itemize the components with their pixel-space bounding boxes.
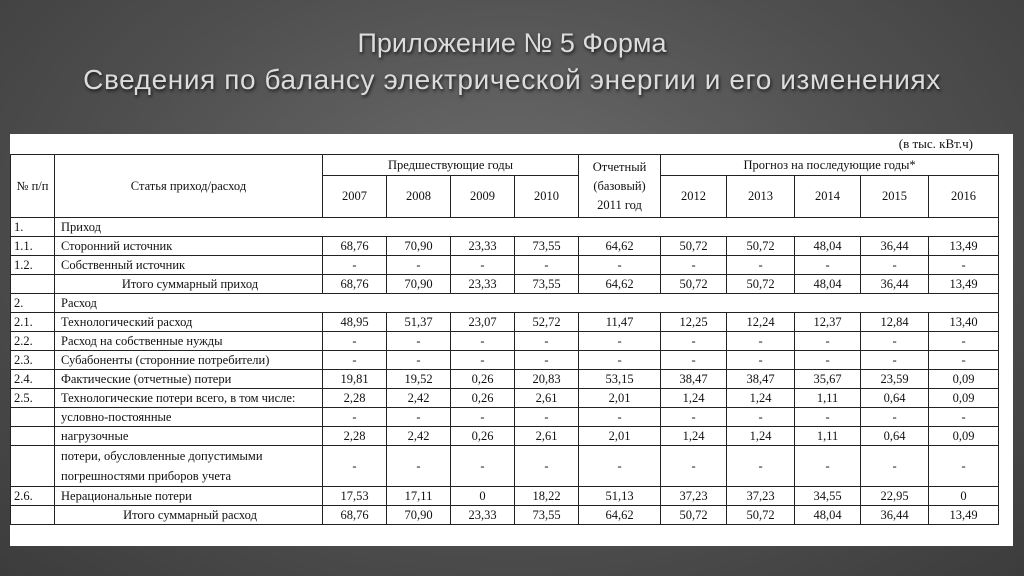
value-cell: 12,37 bbox=[795, 313, 861, 332]
row-number: 2.3. bbox=[11, 351, 55, 370]
value-cell: 1,24 bbox=[661, 427, 727, 446]
value-cell: 73,55 bbox=[515, 237, 579, 256]
row-label: условно-постоянные bbox=[55, 408, 323, 427]
unit-note: (в тыс. кВт.ч) bbox=[898, 136, 973, 151]
value-cell: 0,26 bbox=[451, 370, 515, 389]
value-cell: - bbox=[579, 446, 661, 487]
value-cell: 1,11 bbox=[795, 389, 861, 408]
table-row bbox=[11, 370, 999, 389]
value-cell: 48,04 bbox=[795, 506, 861, 525]
value-cell: 37,23 bbox=[661, 487, 727, 506]
row-number: 2. bbox=[11, 294, 55, 313]
value-cell: - bbox=[795, 446, 861, 487]
value-cell: 11,47 bbox=[579, 313, 661, 332]
row-label: Фактические (отчетные) потери bbox=[55, 370, 323, 389]
value-cell: 48,04 bbox=[795, 237, 861, 256]
value-cell: 17,53 bbox=[323, 487, 387, 506]
header-num: № п/п bbox=[11, 155, 55, 218]
value-cell: 38,47 bbox=[661, 370, 727, 389]
header-year: 2009 bbox=[451, 176, 515, 218]
table-row bbox=[11, 446, 999, 487]
value-cell: 12,25 bbox=[661, 313, 727, 332]
table-row bbox=[11, 487, 999, 506]
table-row bbox=[11, 256, 999, 275]
table-row bbox=[11, 313, 999, 332]
value-cell: 19,81 bbox=[323, 370, 387, 389]
row-label: Собственный источник bbox=[55, 256, 323, 275]
value-cell: 23,07 bbox=[451, 313, 515, 332]
row-label: Технологический расход bbox=[55, 313, 323, 332]
value-cell: 68,76 bbox=[323, 275, 387, 294]
value-cell: 0,09 bbox=[929, 427, 999, 446]
row-number: 2.1. bbox=[11, 313, 55, 332]
value-cell: - bbox=[929, 408, 999, 427]
value-cell: - bbox=[929, 332, 999, 351]
value-cell: - bbox=[451, 351, 515, 370]
value-cell: - bbox=[929, 351, 999, 370]
value-cell: 0,64 bbox=[861, 427, 929, 446]
value-cell: 64,62 bbox=[579, 506, 661, 525]
value-cell: - bbox=[861, 408, 929, 427]
table-row bbox=[11, 389, 999, 408]
value-cell: 2,01 bbox=[579, 427, 661, 446]
header-year: 2007 bbox=[323, 176, 387, 218]
value-cell: 0,26 bbox=[451, 427, 515, 446]
value-cell: 13,49 bbox=[929, 275, 999, 294]
header-forecast: Прогноз на последующие годы* bbox=[661, 155, 999, 176]
value-cell: - bbox=[661, 256, 727, 275]
header-year: 2014 bbox=[795, 176, 861, 218]
value-cell: 68,76 bbox=[323, 237, 387, 256]
value-cell: - bbox=[323, 408, 387, 427]
row-label: Расход на собственные нужды bbox=[55, 332, 323, 351]
table-row bbox=[11, 237, 999, 256]
value-cell: 2,28 bbox=[323, 427, 387, 446]
value-cell: 23,59 bbox=[861, 370, 929, 389]
header-year: 2013 bbox=[727, 176, 795, 218]
value-cell: 70,90 bbox=[387, 237, 451, 256]
value-cell: 18,22 bbox=[515, 487, 579, 506]
table-row bbox=[11, 332, 999, 351]
value-cell: 1,24 bbox=[727, 427, 795, 446]
value-cell: - bbox=[387, 332, 451, 351]
value-cell: - bbox=[861, 332, 929, 351]
value-cell: 50,72 bbox=[727, 506, 795, 525]
value-cell: 0,26 bbox=[451, 389, 515, 408]
value-cell: 36,44 bbox=[861, 275, 929, 294]
header-prev-years: Предшествующие годы bbox=[323, 155, 579, 176]
value-cell: - bbox=[515, 446, 579, 487]
value-cell: - bbox=[727, 408, 795, 427]
header-year: 2012 bbox=[661, 176, 727, 218]
value-cell: 23,33 bbox=[451, 237, 515, 256]
value-cell: 48,04 bbox=[795, 275, 861, 294]
value-cell: - bbox=[387, 446, 451, 487]
value-cell: - bbox=[861, 446, 929, 487]
value-cell: 2,01 bbox=[579, 389, 661, 408]
table-row bbox=[11, 408, 999, 427]
section-label: Расход bbox=[55, 294, 999, 313]
value-cell: - bbox=[661, 408, 727, 427]
value-cell: 64,62 bbox=[579, 237, 661, 256]
row-label: нагрузочные bbox=[55, 427, 323, 446]
table-row bbox=[11, 427, 999, 446]
value-cell: 1,24 bbox=[661, 389, 727, 408]
row-number bbox=[11, 427, 55, 446]
header-year: 2010 bbox=[515, 176, 579, 218]
value-cell: - bbox=[451, 256, 515, 275]
value-cell: 12,24 bbox=[727, 313, 795, 332]
value-cell: 36,44 bbox=[861, 237, 929, 256]
value-cell: 68,76 bbox=[323, 506, 387, 525]
value-cell: - bbox=[727, 351, 795, 370]
row-number bbox=[11, 408, 55, 427]
value-cell: 19,52 bbox=[387, 370, 451, 389]
row-number: 1. bbox=[11, 218, 55, 237]
value-cell: 50,72 bbox=[727, 237, 795, 256]
value-cell: - bbox=[929, 446, 999, 487]
value-cell: 23,33 bbox=[451, 506, 515, 525]
value-cell: 13,49 bbox=[929, 237, 999, 256]
row-number bbox=[11, 446, 55, 487]
value-cell: - bbox=[451, 332, 515, 351]
value-cell: 17,11 bbox=[387, 487, 451, 506]
total-label: Итого суммарный расход bbox=[55, 506, 323, 525]
value-cell: 35,67 bbox=[795, 370, 861, 389]
value-cell: - bbox=[451, 446, 515, 487]
value-cell: 23,33 bbox=[451, 275, 515, 294]
value-cell: 20,83 bbox=[515, 370, 579, 389]
value-cell: 22,95 bbox=[861, 487, 929, 506]
row-number: 2.6. bbox=[11, 487, 55, 506]
value-cell: - bbox=[727, 446, 795, 487]
table-row bbox=[11, 218, 999, 237]
row-number: 1.1. bbox=[11, 237, 55, 256]
value-cell: - bbox=[661, 446, 727, 487]
value-cell: - bbox=[387, 408, 451, 427]
row-number bbox=[11, 275, 55, 294]
value-cell: 0,64 bbox=[861, 389, 929, 408]
value-cell: - bbox=[727, 332, 795, 351]
value-cell: - bbox=[861, 256, 929, 275]
row-number: 2.2. bbox=[11, 332, 55, 351]
value-cell: 13,49 bbox=[929, 506, 999, 525]
value-cell: 1,24 bbox=[727, 389, 795, 408]
value-cell: 73,55 bbox=[515, 506, 579, 525]
value-cell: 73,55 bbox=[515, 275, 579, 294]
value-cell: 13,40 bbox=[929, 313, 999, 332]
value-cell: - bbox=[661, 351, 727, 370]
balance-table bbox=[10, 154, 999, 525]
value-cell: - bbox=[515, 332, 579, 351]
value-cell: - bbox=[795, 408, 861, 427]
row-label: потери, обусловленные допустимыми погрешностями приборов учета bbox=[55, 446, 323, 487]
header-year: 2008 bbox=[387, 176, 451, 218]
value-cell: - bbox=[451, 408, 515, 427]
table-row bbox=[11, 275, 999, 294]
value-cell: - bbox=[727, 256, 795, 275]
value-cell: - bbox=[323, 256, 387, 275]
header-year: 2016 bbox=[929, 176, 999, 218]
value-cell: 0 bbox=[451, 487, 515, 506]
value-cell: 50,72 bbox=[661, 275, 727, 294]
slide-title-line2: Сведения по балансу электрической энергии и его изменениях bbox=[83, 64, 941, 95]
value-cell: - bbox=[323, 332, 387, 351]
value-cell: - bbox=[579, 256, 661, 275]
slide-title-line1: Приложение № 5 Форма bbox=[357, 28, 667, 58]
header-year: 2015 bbox=[861, 176, 929, 218]
row-label: Технологические потери всего, в том числе: bbox=[55, 389, 323, 408]
value-cell: 0 bbox=[929, 487, 999, 506]
total-label: Итого суммарный приход bbox=[55, 275, 323, 294]
value-cell: - bbox=[795, 256, 861, 275]
value-cell: - bbox=[323, 446, 387, 487]
row-number: 2.4. bbox=[11, 370, 55, 389]
document-sheet bbox=[10, 134, 1013, 546]
value-cell: 50,72 bbox=[661, 237, 727, 256]
value-cell: 0,09 bbox=[929, 389, 999, 408]
value-cell: 51,13 bbox=[579, 487, 661, 506]
value-cell: 0,09 bbox=[929, 370, 999, 389]
value-cell: 50,72 bbox=[727, 275, 795, 294]
row-number bbox=[11, 506, 55, 525]
value-cell: - bbox=[579, 408, 661, 427]
row-number: 1.2. bbox=[11, 256, 55, 275]
value-cell: 12,84 bbox=[861, 313, 929, 332]
header-item: Статья приход/расход bbox=[55, 155, 323, 218]
value-cell: 2,28 bbox=[323, 389, 387, 408]
value-cell: 2,42 bbox=[387, 427, 451, 446]
value-cell: 52,72 bbox=[515, 313, 579, 332]
header-reporting: Отчетный (базовый) 2011 год bbox=[579, 155, 661, 218]
value-cell: 2,42 bbox=[387, 389, 451, 408]
value-cell: 2,61 bbox=[515, 427, 579, 446]
value-cell: 48,95 bbox=[323, 313, 387, 332]
value-cell: - bbox=[861, 351, 929, 370]
value-cell: 37,23 bbox=[727, 487, 795, 506]
row-label: Субабоненты (сторонние потребители) bbox=[55, 351, 323, 370]
row-label: Сторонний источник bbox=[55, 237, 323, 256]
value-cell: 50,72 bbox=[661, 506, 727, 525]
table-row bbox=[11, 294, 999, 313]
value-cell: - bbox=[515, 256, 579, 275]
value-cell: 51,37 bbox=[387, 313, 451, 332]
value-cell: - bbox=[795, 351, 861, 370]
value-cell: 64,62 bbox=[579, 275, 661, 294]
table-row bbox=[11, 351, 999, 370]
row-number: 2.5. bbox=[11, 389, 55, 408]
value-cell: - bbox=[929, 256, 999, 275]
value-cell: - bbox=[579, 351, 661, 370]
value-cell: - bbox=[323, 351, 387, 370]
value-cell: - bbox=[387, 351, 451, 370]
value-cell: 70,90 bbox=[387, 506, 451, 525]
value-cell: - bbox=[661, 332, 727, 351]
row-label: Нерациональные потери bbox=[55, 487, 323, 506]
value-cell: 34,55 bbox=[795, 487, 861, 506]
table-row bbox=[11, 506, 999, 525]
value-cell: 36,44 bbox=[861, 506, 929, 525]
value-cell: 2,61 bbox=[515, 389, 579, 408]
value-cell: - bbox=[515, 408, 579, 427]
section-label: Приход bbox=[55, 218, 999, 237]
value-cell: - bbox=[387, 256, 451, 275]
value-cell: 38,47 bbox=[727, 370, 795, 389]
value-cell: - bbox=[795, 332, 861, 351]
value-cell: 1,11 bbox=[795, 427, 861, 446]
value-cell: 70,90 bbox=[387, 275, 451, 294]
value-cell: - bbox=[515, 351, 579, 370]
value-cell: - bbox=[579, 332, 661, 351]
value-cell: 53,15 bbox=[579, 370, 661, 389]
